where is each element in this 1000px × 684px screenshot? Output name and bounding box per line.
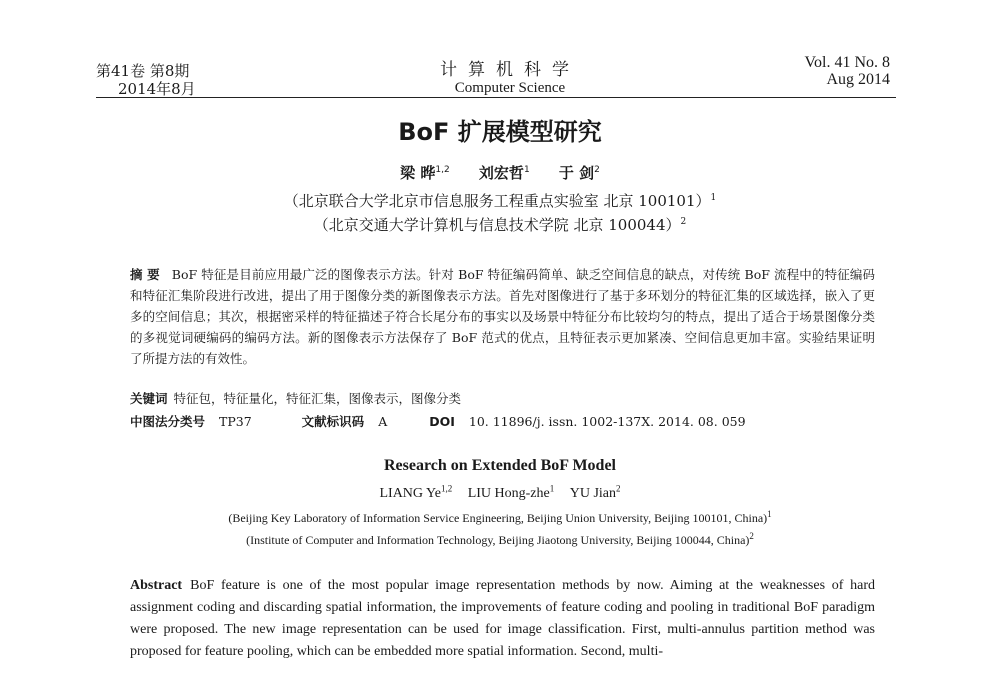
affiliation-text: (Institute of Computer and Information Technology, Beijing Jiaotong University, Beijing 100044, China) bbox=[246, 533, 750, 547]
affiliation-en-2 bbox=[0, 533, 1000, 548]
abstract-en-label: Abstract bbox=[130, 578, 183, 593]
affiliation-text: (Beijing Key Laboratory of Information Service Engineering, Beijing Union University, Beijing 100101, China) bbox=[228, 511, 768, 525]
author-en bbox=[569, 483, 621, 501]
affiliation-mark: 2 bbox=[749, 531, 754, 541]
author-name: 刘宏哲 bbox=[478, 164, 524, 182]
issue-info-cn bbox=[96, 62, 196, 98]
date-en: Aug 2014 bbox=[826, 71, 890, 88]
abstract-en-text: BoF feature is one of the most popular image representation methods by now. Aiming at the weaknesses of hard assignment coding and discarding spatial information, the improvements of feature coding and pooling in traditional BoF paradigm were proposed. The new image representation can be used for image classification. First, multi-annulus partition method was proposed for feature pooling, which can be embedded more spatial information. Second, multi- bbox=[130, 578, 875, 659]
author-affiliation-mark: 1,2 bbox=[440, 483, 453, 494]
affiliation-mark: 2 bbox=[680, 217, 687, 227]
author-affiliation-mark: 1,2 bbox=[435, 165, 450, 175]
author-en bbox=[467, 483, 555, 501]
author-list-cn bbox=[0, 162, 1000, 183]
affiliation-en-1 bbox=[0, 511, 1000, 526]
clc-value: TP37 bbox=[219, 414, 252, 429]
keywords-label: 关键词 bbox=[130, 391, 168, 406]
author-cn bbox=[559, 164, 600, 182]
paper-title-cn: BoF 扩展模型研究 bbox=[398, 118, 602, 146]
volume-en: Vol. 41 No. 8 bbox=[804, 54, 890, 71]
author-name: 梁 晔 bbox=[400, 164, 436, 182]
doc-code-label: 文献标识码 bbox=[301, 414, 365, 429]
clc-label: 中图法分类号 bbox=[130, 414, 206, 429]
abstract-en bbox=[130, 575, 875, 663]
author-affiliation-mark: 1 bbox=[549, 483, 555, 494]
author-cn bbox=[400, 164, 450, 182]
keywords-cn bbox=[130, 389, 461, 407]
abstract-cn bbox=[130, 264, 875, 369]
classification-line bbox=[130, 412, 746, 430]
affiliation-text: （北京交通大学计算机与信息技术学院 北京 100044） bbox=[313, 216, 681, 234]
affiliation-text: （北京联合大学北京市信息服务工程重点实验室 北京 100101） bbox=[283, 192, 711, 210]
author-name: 于 剑 bbox=[558, 164, 595, 182]
date-cn: 2014年8月 bbox=[118, 80, 196, 98]
author-affiliation-mark: 2 bbox=[616, 483, 621, 494]
affiliation-mark: 1 bbox=[710, 193, 717, 203]
affiliation-cn-2 bbox=[0, 214, 1000, 235]
author-cn bbox=[479, 164, 530, 182]
affiliation-cn-1 bbox=[0, 190, 1000, 211]
issue-info-en bbox=[805, 54, 891, 88]
author-name: LIU Hong-zhe bbox=[467, 486, 550, 501]
doc-code-value: A bbox=[378, 414, 388, 429]
doi-label: DOI bbox=[429, 414, 455, 429]
author-affiliation-mark: 2 bbox=[594, 165, 600, 175]
author-name: YU Jian bbox=[569, 486, 616, 501]
header-rule bbox=[96, 97, 896, 98]
issue-cn: 第41卷 第8期 bbox=[96, 62, 190, 80]
keywords-text: 特征包，特征量化，特征汇集，图像表示，图像分类 bbox=[173, 391, 462, 406]
author-affiliation-mark: 1 bbox=[523, 165, 530, 175]
author-list-en bbox=[0, 483, 1000, 502]
paper-title-en: Research on Extended BoF Model bbox=[384, 457, 616, 474]
abstract-cn-text: BoF 特征是目前应用最广泛的图像表示方法。针对 BoF 特征编码简单、缺乏空间信息的缺点，对传统 BoF 流程中的特征编码和特征汇集阶段进行改进，提出了用于图像分类的新图像表示方法。首先对图像进行了基于多环划分的特征汇集的区域选择，嵌入了更多的空间信息；其次，根据密采样的特征描述子符合长尾分布的事实以及场景中特征分布比较均匀的特点，提出了适合于场景图像分类的多视觉词硬编码的编码方法。新的图像表示方法保存了 BoF 范式的优点，且特征表示更加紧凑、空间信息更加丰富。实验结果证明了所提方法的有效性。 bbox=[130, 267, 875, 366]
journal-name bbox=[380, 60, 640, 97]
journal-name-cn: 计算机科学 bbox=[440, 60, 580, 80]
abstract-cn-label: 摘 要 bbox=[130, 267, 160, 282]
author-en bbox=[379, 483, 453, 501]
author-name: LIANG Ye bbox=[379, 486, 441, 501]
journal-name-en: Computer Science bbox=[454, 80, 566, 96]
affiliation-mark: 1 bbox=[767, 509, 772, 519]
doi-value: 10. 11896/j. issn. 1002-137X. 2014. 08. 059 bbox=[468, 414, 746, 429]
